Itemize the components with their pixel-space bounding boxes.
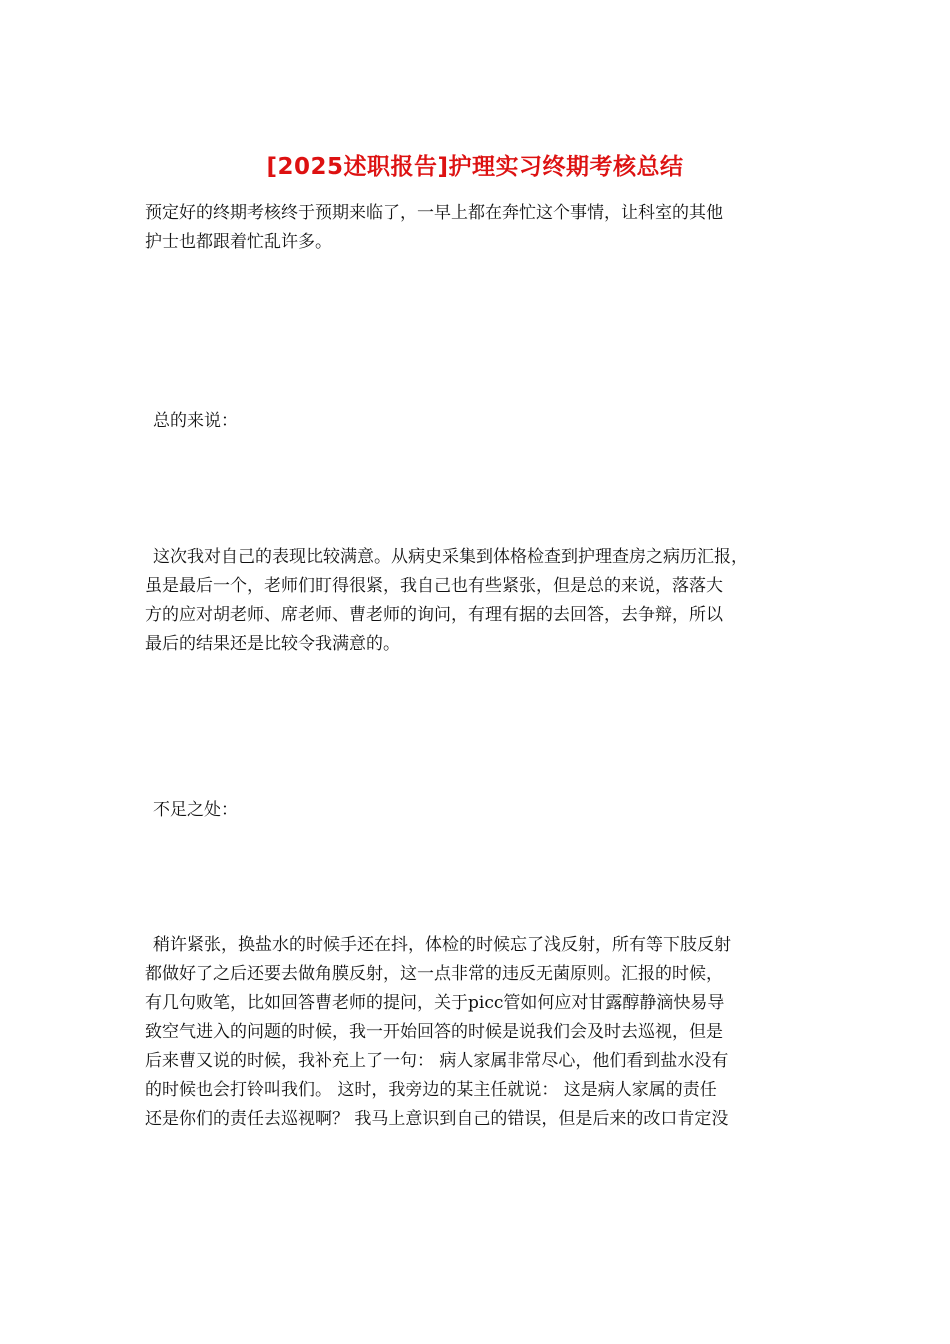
paragraph-line: 稍许紧张，换盐水的时候手还在抖，体检的时候忘了浅反射，所有等下肢反射: [153, 935, 731, 955]
summary-paragraph: [145, 543, 835, 659]
intro-paragraph: [145, 199, 835, 257]
paragraph-line: 还是你们的责任去巡视啊？ 我马上意识到自己的错误，但是后来的改口肯定没: [145, 1109, 729, 1129]
paragraph-line: 的时候也会打铃叫我们。 这时，我旁边的某主任就说： 这是病人家属的责任: [145, 1080, 717, 1100]
paragraph-line: 预定好的终期考核终于预期来临了，一早上都在奔忙这个事情，让科室的其他: [145, 203, 723, 223]
paragraph-line: 虽是最后一个，老师们盯得很紧，我自己也有些紧张，但是总的来说，落落大: [145, 576, 723, 596]
shortcomings-paragraph: [145, 931, 835, 1134]
section-heading-shortcomings: 不足之处：: [153, 800, 238, 820]
paragraph-line: 有几句败笔，比如回答曹老师的提问，关于picc管如何应对甘露醇静滴快易导: [145, 993, 725, 1013]
paragraph-line: 都做好了之后还要去做角膜反射，这一点非常的违反无菌原则。汇报的时候，: [145, 964, 723, 984]
paragraph-line: 方的应对胡老师、席老师、曹老师的询问，有理有据的去回答，去争辩，所以: [145, 605, 723, 625]
paragraph-line: 这次我对自己的表现比较满意。从病史采集到体格检查到护理查房之病历汇报，: [153, 547, 748, 567]
paragraph-line: 致空气进入的问题的时候，我一开始回答的时候是说我们会及时去巡视，但是: [145, 1022, 723, 1042]
paragraph-line: 后来曹又说的时候，我补充上了一句： 病人家属非常尽心，他们看到盐水没有: [145, 1051, 729, 1071]
paragraph-line: 护士也都跟着忙乱许多。: [145, 232, 332, 252]
section-heading-summary: 总的来说：: [153, 411, 238, 431]
paragraph-line: 最后的结果还是比较令我满意的。: [145, 634, 400, 654]
document-title: [2025述职报告]护理实习终期考核总结: [266, 154, 684, 180]
